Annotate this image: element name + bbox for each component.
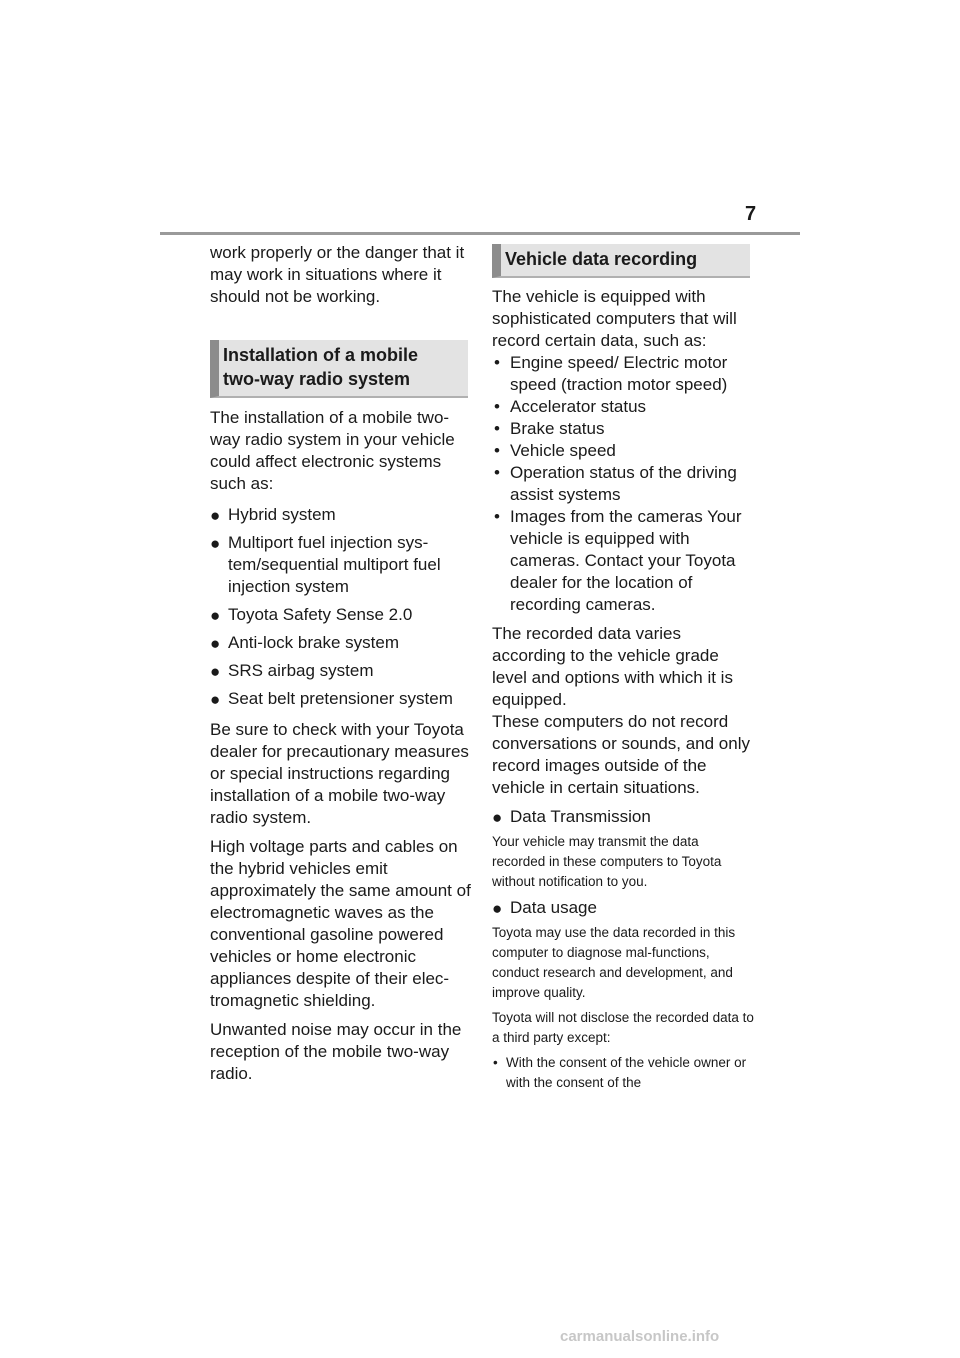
- dot-icon: •: [494, 397, 500, 416]
- list-item: • Images from the cameras Your vehicle is equipped with cameras. Contact your Toyota dealer for the location of recording cameras.: [494, 507, 742, 614]
- list-item: ● Anti-lock brake system: [210, 633, 399, 653]
- dot-icon: •: [493, 1055, 498, 1070]
- left-column: [210, 242, 472, 1085]
- subsection-data-usage: ● Data usage: [492, 898, 597, 918]
- bullet-icon: ●: [210, 662, 221, 681]
- list-item: • Operation status of the driving assist systems: [494, 463, 737, 504]
- disclosure-exceptions-list: [492, 1053, 754, 1093]
- list-item: • Accelerator status: [494, 397, 647, 416]
- dot-icon: •: [494, 419, 500, 438]
- watermark-text: carmanualsonline.info: [560, 1328, 720, 1345]
- dot-icon: •: [494, 441, 500, 460]
- left-para-1: The installation of a mobile two-way radio system in your vehicle could affect electronic systems such as:: [210, 408, 455, 493]
- dot-icon: •: [494, 463, 500, 482]
- list-item: ● Toyota Safety Sense 2.0: [210, 605, 413, 625]
- section-heading-data-recording: Vehicle data recording: [492, 244, 750, 278]
- bullet-icon: ●: [210, 506, 221, 525]
- list-item: ● Multiport fuel injection sys-tem/sequential multiport fuel injection system: [210, 533, 441, 596]
- list-item: ● Seat belt pretensioner system: [210, 689, 453, 709]
- bullet-icon: ●: [492, 899, 503, 918]
- left-para-4: Unwanted noise may occur in the reception of the mobile two-way radio.: [210, 1020, 462, 1083]
- list-item: • With the consent of the vehicle owner or with the consent of the: [493, 1055, 747, 1090]
- data-usage-text-2: Toyota will not disclose the recorded data to a third party except:: [492, 1010, 754, 1045]
- list-item: ● SRS airbag system: [210, 661, 374, 681]
- data-transmission-text: Your vehicle may transmit the data recorded in these computers to Toyota without notification to you.: [492, 834, 722, 889]
- recorded-data-list: [492, 352, 754, 616]
- bullet-icon: ●: [210, 606, 221, 625]
- left-para-2: Be sure to check with your Toyota dealer for precautionary measures or special instructions regarding installation of a mobile two-way radio system.: [210, 720, 469, 827]
- subsection-data-transmission: ● Data Transmission: [492, 807, 651, 827]
- list-item: • Vehicle speed: [494, 441, 616, 460]
- left-intro: work properly or the danger that it may work in situations where it should not be working.: [210, 243, 465, 306]
- bullet-icon: ●: [492, 808, 503, 827]
- affected-systems-list: [210, 504, 472, 710]
- right-column: [492, 244, 754, 1093]
- bullet-icon: ●: [210, 534, 221, 553]
- right-para-1: The vehicle is equipped with sophisticated computers that will record certain data, such as:: [492, 287, 737, 350]
- dot-icon: •: [494, 353, 500, 372]
- heading-line-2: two-way radio system: [223, 369, 411, 389]
- data-usage-text: Toyota may use the data recorded in this computer to diagnose mal-functions, conduct research and development, and improve quality.: [492, 925, 736, 1000]
- right-para-2: The recorded data varies according to the vehicle grade level and options with which it is equipped.: [492, 624, 733, 709]
- section-heading-radio: [210, 340, 468, 398]
- bullet-icon: ●: [210, 690, 221, 709]
- header-rule: [160, 232, 800, 235]
- heading-line-1: Installation of a mobile: [223, 345, 419, 365]
- list-item: ● Hybrid system: [210, 505, 336, 525]
- left-para-3: High voltage parts and cables on the hybrid vehicles emit approximately the same amount of electromagnetic waves as the conventional gasoline powered vehicles or home electronic appliances despite of their elec-tromagnetic shielding.: [210, 837, 471, 1010]
- list-item: • Brake status: [494, 419, 605, 438]
- right-para-3: These computers do not record conversations or sounds, and only record images outside of the vehicle in certain situations.: [492, 712, 750, 797]
- page-number: 7: [745, 203, 757, 225]
- list-item: • Engine speed/ Electric motor speed (traction motor speed): [494, 353, 728, 394]
- dot-icon: •: [494, 507, 500, 526]
- bullet-icon: ●: [210, 634, 221, 653]
